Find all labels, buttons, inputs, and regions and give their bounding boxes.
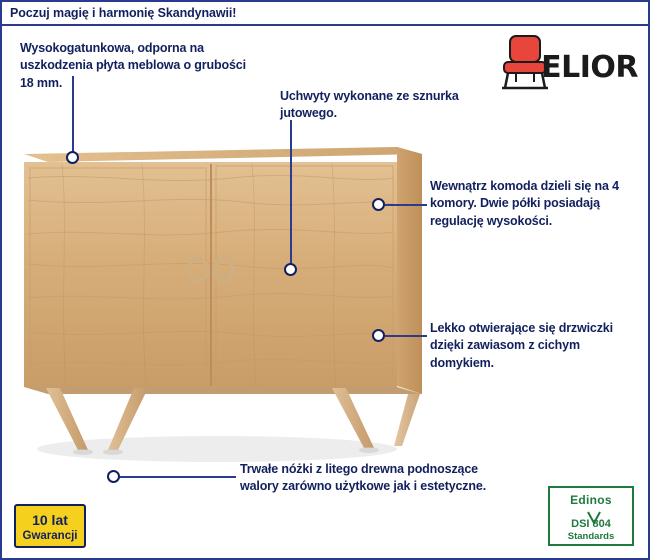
certificate-label: Standards bbox=[567, 531, 615, 542]
callout-four-chambers: Wewnątrz komoda dzieli się na 4 komory. Dwie półki posiadają regulację wysokości. bbox=[430, 179, 619, 228]
certificate-badge bbox=[548, 486, 634, 546]
leader-line-5 bbox=[114, 476, 236, 478]
leader-line-2 bbox=[290, 120, 292, 270]
brand-logo bbox=[488, 32, 638, 96]
brand-name: ELIOR bbox=[541, 50, 638, 85]
callout-board-quality: Wysokogatunkowa, odporna na uszkodzenia płyta meblowa o grubości 18 mm. bbox=[20, 41, 246, 90]
callout-soft-close-doors: Lekko otwierające się drzwiczki dzięki zawiasom z cichym domykiem. bbox=[430, 321, 613, 370]
callout-dot-jute-handles bbox=[284, 263, 297, 276]
certificate-code: DSI 804 bbox=[571, 518, 611, 530]
callout-dot-four-chambers bbox=[372, 198, 385, 211]
header-bar bbox=[2, 2, 648, 26]
callout-dot-soft-close-doors bbox=[372, 329, 385, 342]
leader-line-3 bbox=[385, 204, 427, 206]
guarantee-years: 10 lat bbox=[32, 512, 68, 528]
guarantee-label: Gwarancji bbox=[22, 530, 78, 542]
callout-jute-handles: Uchwyty wykonane ze sznurka jutowego. bbox=[280, 89, 459, 121]
leader-line-1 bbox=[72, 76, 74, 158]
page-title: Poczuj magię i harmonię Skandynawii! bbox=[10, 6, 237, 20]
leader-line-4 bbox=[385, 335, 427, 337]
callout-dot-board-quality bbox=[66, 151, 79, 164]
callout-dot-solid-wood-legs bbox=[107, 470, 120, 483]
callout-solid-wood-legs: Trwałe nóżki z litego drewna podnoszące walory zarówno użytkowe jak i estetyczne. bbox=[240, 462, 487, 494]
guarantee-badge bbox=[14, 504, 86, 548]
green-check-icon bbox=[586, 508, 602, 524]
certificate-brand: Edinos bbox=[570, 493, 612, 507]
